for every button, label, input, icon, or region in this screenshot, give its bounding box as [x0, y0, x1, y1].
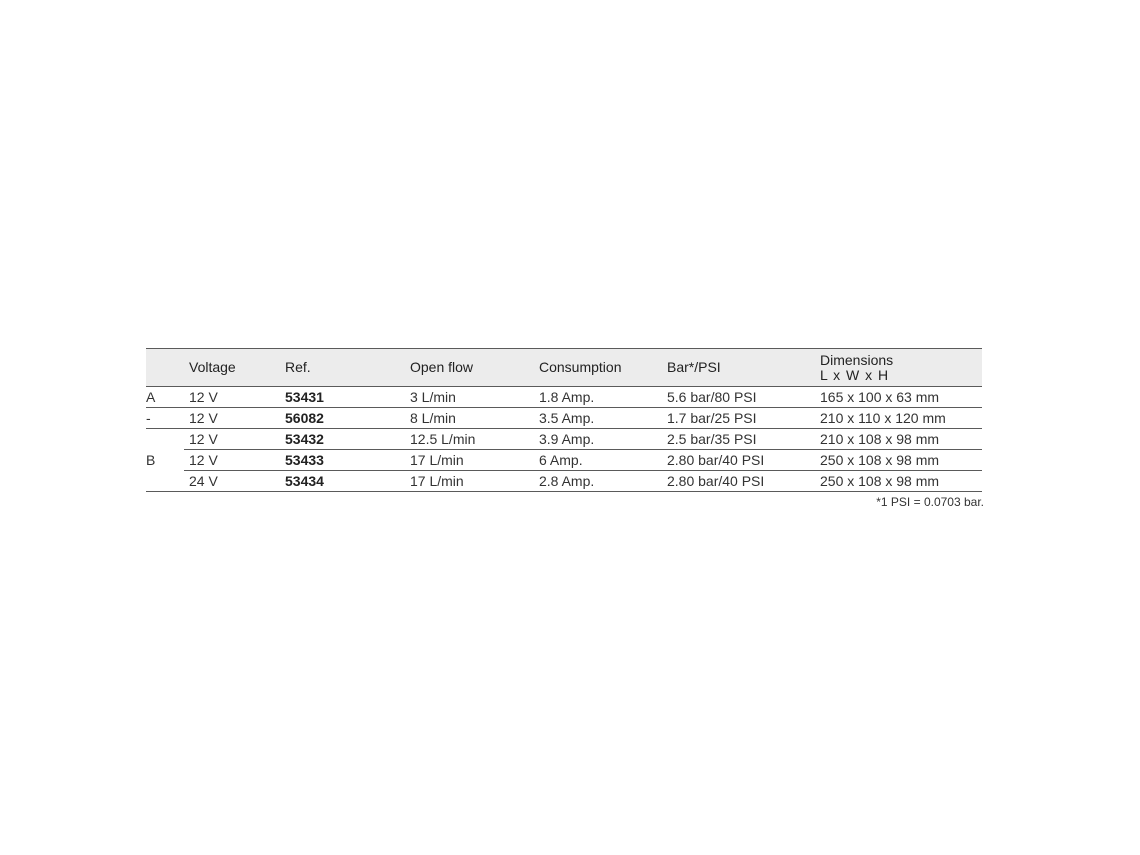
bar-psi-cell: 1.7 bar/25 PSI — [667, 408, 820, 429]
header-voltage: Voltage — [189, 359, 236, 375]
voltage-cell: 12 V — [184, 408, 285, 429]
dimensions-cell: 210 x 108 x 98 mm — [820, 429, 982, 450]
header-bar-psi: Bar*/PSI — [667, 359, 721, 375]
ref-cell: 53433 — [285, 450, 410, 471]
open-flow-cell: 8 L/min — [410, 408, 539, 429]
consumption-cell: 1.8 Amp. — [539, 387, 667, 408]
ref-cell: 53434 — [285, 471, 410, 492]
consumption-cell: 2.8 Amp. — [539, 471, 667, 492]
consumption-cell: 6 Amp. — [539, 450, 667, 471]
ref-cell: 56082 — [285, 408, 410, 429]
table-header-row — [146, 349, 982, 387]
dimensions-cell: 250 x 108 x 98 mm — [820, 450, 982, 471]
table-row — [146, 450, 982, 471]
bar-psi-cell: 2.80 bar/40 PSI — [667, 471, 820, 492]
bar-psi-cell: 2.80 bar/40 PSI — [667, 450, 820, 471]
voltage-cell: 24 V — [184, 471, 285, 492]
header-open-flow: Open flow — [410, 359, 474, 375]
dimensions-cell: 250 x 108 x 98 mm — [820, 471, 982, 492]
voltage-cell: 12 V — [184, 387, 285, 408]
bar-psi-cell: 2.5 bar/35 PSI — [667, 429, 820, 450]
header-dimensions — [820, 349, 982, 387]
open-flow-cell: 17 L/min — [410, 471, 539, 492]
group-cell: - — [146, 408, 184, 429]
dimensions-cell: 210 x 110 x 120 mm — [820, 408, 982, 429]
header-consumption: Consumption — [539, 359, 622, 375]
open-flow-cell: 12.5 L/min — [410, 429, 539, 450]
table-row — [146, 408, 982, 429]
group-cell: B — [146, 429, 184, 492]
header-group — [146, 349, 184, 387]
voltage-cell: 12 V — [184, 450, 285, 471]
table-row — [146, 387, 982, 408]
spec-table — [146, 348, 982, 492]
consumption-cell: 3.9 Amp. — [539, 429, 667, 450]
header-ref: Ref. — [285, 359, 311, 375]
voltage-cell: 12 V — [184, 429, 285, 450]
open-flow-cell: 17 L/min — [410, 450, 539, 471]
dimensions-cell: 165 x 100 x 63 mm — [820, 387, 982, 408]
table-row — [146, 471, 982, 492]
ref-cell: 53431 — [285, 387, 410, 408]
header-dimensions-line2: L x W x H — [820, 366, 890, 383]
consumption-cell: 3.5 Amp. — [539, 408, 667, 429]
footnote: *1 PSI = 0.0703 bar. — [876, 495, 984, 509]
group-cell: A — [146, 387, 184, 408]
header-dimensions-line1: Dimensions — [820, 351, 894, 368]
open-flow-cell: 3 L/min — [410, 387, 539, 408]
bar-psi-cell: 5.6 bar/80 PSI — [667, 387, 820, 408]
ref-cell: 53432 — [285, 429, 410, 450]
table-row — [146, 429, 982, 450]
